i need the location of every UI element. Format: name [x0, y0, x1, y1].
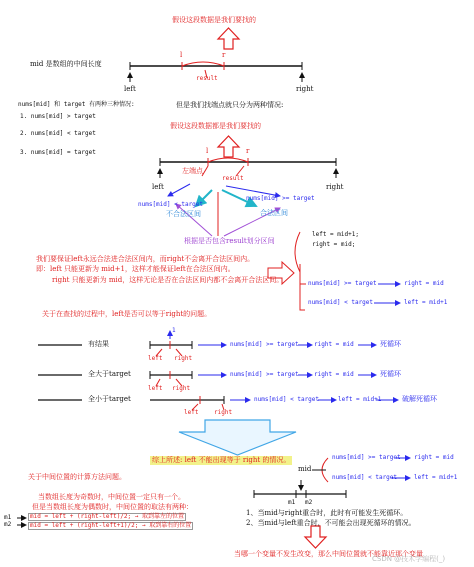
row3-right-label: right	[214, 409, 233, 416]
row2-result: 死循环	[380, 370, 401, 378]
loop-heading: 关于在查找的过程中，left是否可以等于right的问题。	[42, 310, 212, 318]
r-label: r	[222, 51, 226, 59]
second-right-label: right	[326, 183, 344, 191]
down-arrow-icon	[305, 526, 326, 548]
row1-assign: right = mid	[314, 341, 354, 348]
midpos-line-1: 当数组长度为奇数时，中间位置一定只有一个。	[38, 493, 185, 501]
midpos-left-assign: left = mid+1	[414, 474, 458, 481]
row1-condition: nums[mid] >= target	[230, 341, 299, 348]
second-title: 假设这段数据都是我们要找的	[170, 122, 261, 130]
top-title: 假设这段数据是我们要找的	[172, 16, 256, 24]
row3-left-label: left	[184, 409, 199, 416]
line-m2-label: m2	[305, 499, 313, 506]
midpos-lt-condition: nums[mid] < target	[332, 474, 398, 481]
mid-label: mid	[298, 465, 312, 473]
row3-assign: left = mid+1	[338, 396, 382, 403]
left-label: left	[124, 85, 136, 93]
note-2: 2、当mid与left重合时，不可能会出现死循环的情况。	[246, 519, 416, 527]
row2-condition: nums[mid] >= target	[230, 371, 299, 378]
case-2: 2. nums[mid] < target	[20, 130, 96, 137]
row1-one-label: 1	[172, 327, 176, 334]
row3-condition: nums[mid] < target	[254, 396, 320, 403]
rule-line-2: 即：left 只能更新为 mid+1，这样才能保证left在合法区间内。	[36, 265, 235, 273]
case-3: 3. nums[mid] = target	[20, 149, 96, 156]
up-arrow-icon	[218, 28, 239, 49]
midpos-heading: 关于中间位置的计算方法问题。	[28, 473, 126, 481]
right-update-eq: right = mid;	[312, 241, 356, 248]
rule-line-1: 我们要保证left永远合法进合法区间内，而right不会离开合法区间内。	[36, 255, 255, 263]
rule-line-3: right 只能更新为 mid，这样无论是否在合法区间内都不会离开合法区间。	[52, 276, 284, 284]
mid-formula-left: mid = left + (right-left)/2; → 取到靠左的位置	[30, 513, 184, 520]
partition-note: 根据是否包含result划分区间	[184, 237, 275, 245]
m1-label: m1	[4, 514, 12, 521]
right-label: right	[296, 85, 314, 93]
row3-label: 全小于target	[88, 395, 131, 403]
midpos-right-assign: right = mid	[414, 454, 454, 461]
left-endpoint-label: 左端点	[182, 167, 203, 175]
illegal-region-label: 不合法区间	[166, 210, 201, 218]
final-note: 当哪一个变量不发生改变，那么中间位置就不能靠近那个变量	[234, 550, 423, 558]
row1-left-label: left	[148, 355, 163, 362]
row1-result: 死循环	[380, 340, 401, 348]
lt-region-condition: nums[mid] < target	[138, 201, 204, 208]
watermark: CSDN @技术学编程(_)	[372, 555, 446, 563]
ge-region-condition: nums[mid] >= target	[246, 195, 315, 202]
rule-right-assign: right = mid	[404, 280, 444, 287]
case-1: 1. nums[mid] > target	[20, 113, 96, 120]
midpos-ge-condition: nums[mid] >= target	[332, 454, 401, 461]
second-r-label: r	[246, 147, 250, 155]
note-1: 1、当mid与right重合时，此时有可能发生死循环。	[246, 509, 408, 517]
m2-label: m2	[4, 521, 12, 528]
rule-lt-condition: nums[mid] < target	[308, 299, 374, 306]
rule-left-assign: left = mid+1	[404, 299, 448, 306]
left-update-eq: left = mid+1;	[312, 231, 359, 238]
row1-right-label: right	[174, 355, 193, 362]
rule-ge-condition: nums[mid] >= target	[308, 280, 377, 287]
l-label: l	[180, 51, 183, 59]
up-arrow-icon	[218, 136, 239, 157]
conclusion: 综上所述: left 不能出现等于 right 的情况。	[152, 456, 291, 464]
second-l-label: l	[206, 147, 209, 155]
row2-label: 全大于target	[88, 370, 131, 378]
line-m1-label: m1	[288, 499, 296, 506]
row2-assign: right = mid	[314, 371, 354, 378]
second-left-label: left	[152, 183, 164, 191]
row2-right-label: right	[172, 385, 191, 392]
cases-heading: nums[mid] 和 target 有两种三种情况:	[18, 101, 135, 108]
mid-description: mid 是数组的中间长度	[30, 60, 102, 68]
down-arrow-icon	[179, 420, 296, 455]
row1-label: 有结果	[88, 340, 109, 348]
result-label: result	[196, 75, 218, 82]
mid-formula-right: mid = left + (right-left+1)/2; → 取到靠右的位置	[30, 522, 192, 529]
m-pointers	[17, 518, 26, 525]
midpos-number-line	[254, 480, 346, 498]
legal-region-label: 合法区间	[260, 209, 288, 217]
second-result-label: result	[222, 175, 244, 182]
split-note: 但是我们找端点就只分为两种情况:	[176, 101, 284, 109]
row2-left-label: left	[148, 385, 163, 392]
midpos-line-2: 但是当数组长度为偶数时，中间位置的取法有两种：	[32, 503, 193, 511]
row3-result: 破解死循环	[402, 395, 437, 403]
